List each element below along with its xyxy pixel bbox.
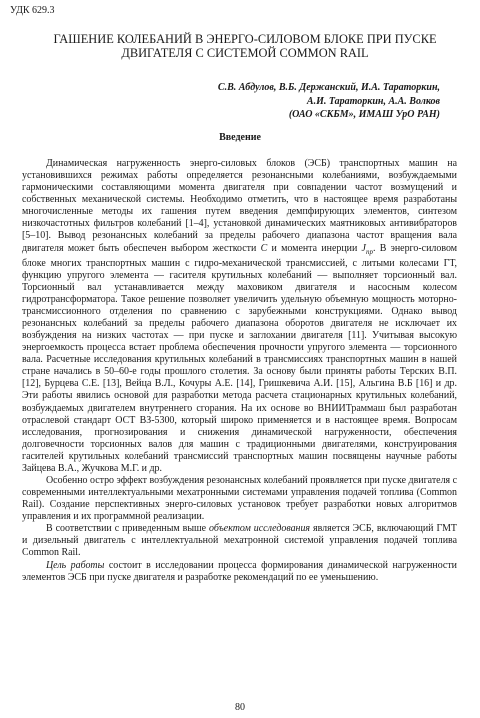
- paragraph-text: является ЭСБ, включающий ГМТ и дизельный двигатель с интеллектуальной мехатронной системой управления подачей топлива Common Rail.: [22, 523, 457, 559]
- paragraph: [22, 523, 457, 559]
- page-number: 80: [235, 702, 245, 713]
- authors-line: А.И. Тараторкин, А.А. Волков: [306, 95, 440, 107]
- paragraph: [22, 158, 457, 475]
- paragraph-text: и момента инерции: [267, 242, 362, 254]
- paragraph: [22, 560, 457, 584]
- paragraph-text: Динамическая нагруженность энерго-силовых блоков (ЭСБ) транспортных машин на установившихся режимах работы определяется резонансными колебаниями, возбуждаемыми гармоническими составляющими момента двигателя при совпадении частот возмущений и собственных механической системы. Необходимо отметить, что в настоящее время разработаны многочисленные методы их гашения путем введения демпфирующих элементов, синтезом низкочастотных фильтров колебаний [1–4], установкой динамических маятниковых антивибраторов [5–10]. Вывод резонансных колебаний за пределы рабочего диапазона частот вращения вала двигателя может быть обеспечен выбором жесткости: [22, 158, 457, 254]
- title-line: ДВИГАТЕЛЯ С СИСТЕМОЙ COMMON RAIL: [121, 46, 369, 60]
- affiliation: (ОАО «СКБМ», ИМАШ УрО РАН): [288, 109, 440, 120]
- symbol-subscript: пр: [365, 247, 373, 256]
- authors-line: С.В. Абдулов, В.Б. Держанский, И.А. Тараторкин,: [217, 82, 440, 93]
- symbol-c: С: [260, 242, 268, 254]
- emphasis: объектом исследования: [209, 523, 311, 535]
- title-line: ГАШЕНИЕ КОЛЕБАНИЙ В ЭНЕРГО-СИЛОВОМ БЛОКЕ ПРИ ПУСКЕ: [53, 32, 437, 46]
- paragraph: Особенно остро эффект возбуждения резонансных колебаний проявляется при пуске двигателя с современными интеллектуальными мехатронными системами управления подачей топлива (Common Rail). Создание перспективных энерго-силовых установок требует разработки новых алгоритмов управления и их программной реализации.: [22, 475, 457, 523]
- emphasis: Цель работы: [46, 559, 105, 571]
- section-heading: Введение: [219, 132, 261, 143]
- paragraph-text: . В энерго-силовом блоке многих транспортных машин с гидро-механической трансмиссией, с литыми колесами ГТ, функцию упругого элемента — гасителя крутильных колебаний — выполняет торсионный вал. Торсионный вал устанавливается между маховиком двигателя и насосным колесом гидротрансформатора. Такое решение позволяет увеличить удельную объемную мощность моторно-трансмиссионного отделения по сравнению с зарубежными конструкциями. Однако вывод резонансных колебаний за пределы рабочего диапазона оборотов двигателя не исключает их возбуждения на низких частотах — при пуске и заглохании двигателя [11]. Учитывая высокую энергоемкость процесса встает проблема обеспечения прочности упругого элемента — торсионного вала. Расчетные исследования крутильных колебаний в трансмиссиях транспортных машин в нашей стране начались в 50–60-е годы прошлого столетия. За основу были приняты работы Терских В.П. [12], Бурцева С.Е. [13], Вейца В.Л., Кочуры А.Е. [14], Гришкевича А.И. [15], Альгина В.Б [16] и др. Эти работы явились основой для разработки метода расчета стационарных крутильных колебаний, возбуждаемых двигателем внутреннего сгорания. На их основе во ВНИИТраммаш был разработан отраслевой стандарт ОСТ ВЗ-5300, который широко применяется и в настоящее время. Вопросам исследования, прогнозирования и снижения динамической нагруженности, обеспечения долговечности торсионных валов для машин с традиционными двигателями, конструирования гасителей крутильных колебаний трансмиссий транспортных машин посвящены научные работы Зайцева В.А., Жучкова М.Г. и др.: [22, 242, 458, 474]
- paragraph-text: состоит в исследовании процесса формирования динамической нагруженности элементов ЭСБ при пуске двигателя и разработке рекомендаций по ее уменьшению.: [22, 559, 457, 583]
- body-text: [22, 158, 457, 584]
- authors-block: [218, 81, 440, 122]
- symbol-j: J: [361, 242, 366, 254]
- paper-title: [40, 32, 450, 60]
- paragraph-text: В соответствии с приведенным выше: [46, 523, 210, 535]
- udc-code: УДК 629.3: [10, 5, 55, 16]
